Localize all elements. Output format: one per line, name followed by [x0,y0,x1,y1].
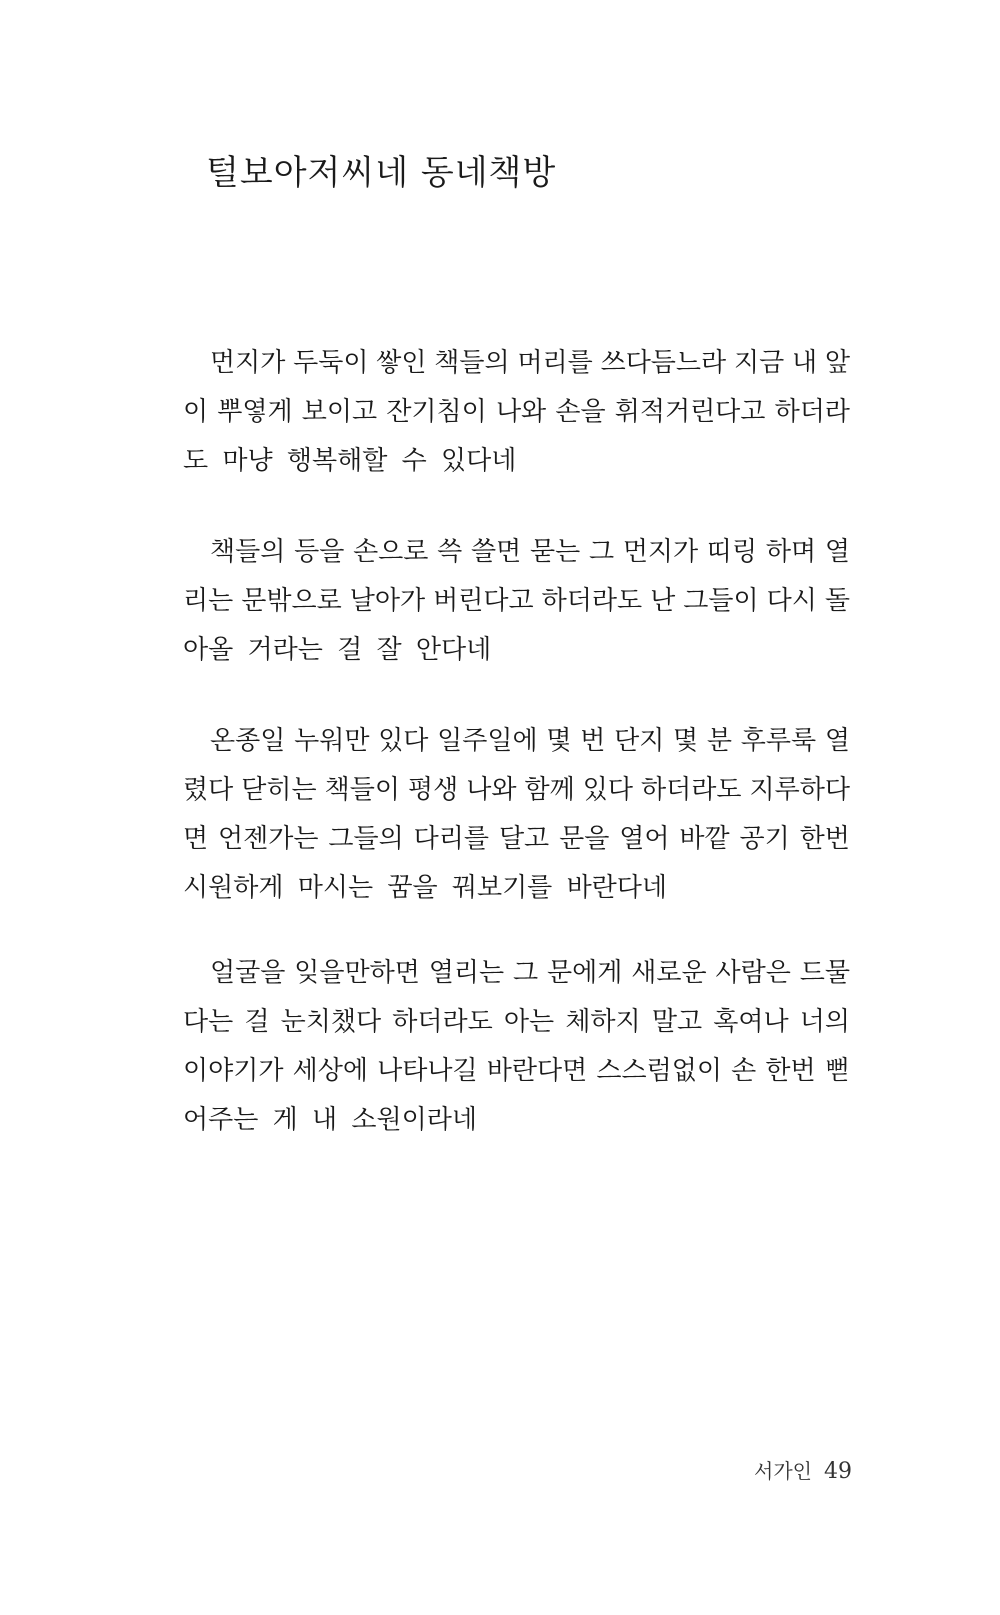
poem-line: 리는 문밖으로 날아가 버린다고 하더라도 난 그들이 다시 돌 [183,586,850,616]
poem-line: 책들의 등을 손으로 쓱 쓸면 묻는 그 먼지가 띠링 하며 열 [210,537,850,567]
book-title: 서가인 [754,1459,812,1483]
poem-line: 아올 거라는 걸 잘 안다네 [183,635,492,665]
poem-line: 얼굴을 잊을만하면 열리는 그 문에게 새로운 사람은 드물 [210,958,850,988]
poem-line: 먼지가 두둑이 쌓인 책들의 머리를 쓰다듬느라 지금 내 앞 [210,348,850,378]
poem-line: 어주는 게 내 소원이라네 [183,1105,477,1135]
poem-line: 이 뿌옇게 보이고 잔기침이 나와 손을 휘적거린다고 하더라 [183,397,850,427]
poem-line: 렸다 닫히는 책들이 평생 나와 함께 있다 하더라도 지루하다 [183,775,850,805]
stanza [183,339,850,486]
poem-line: 이야기가 세상에 나타나길 바란다면 스스럼없이 손 한번 뻗 [183,1056,850,1086]
page-footer [754,1457,852,1486]
stanza [183,717,850,913]
poem-line: 면 언젠가는 그들의 다리를 달고 문을 열어 바깥 공기 한번 [183,824,850,854]
poem-title: 털보아저씨네 동네책방 [206,153,557,193]
poem-line: 다는 걸 눈치챘다 하더라도 아는 체하지 말고 혹여나 너의 [183,1007,850,1037]
poem-line: 도 마냥 행복해할 수 있다네 [183,446,517,476]
stanza [183,528,850,675]
poem-line: 시원하게 마시는 꿈을 꿔보기를 바란다네 [183,873,668,903]
stanza [183,949,850,1145]
poem-line: 온종일 누워만 있다 일주일에 몇 번 단지 몇 분 후루룩 열 [210,726,850,756]
page-number: 49 [824,1459,852,1484]
